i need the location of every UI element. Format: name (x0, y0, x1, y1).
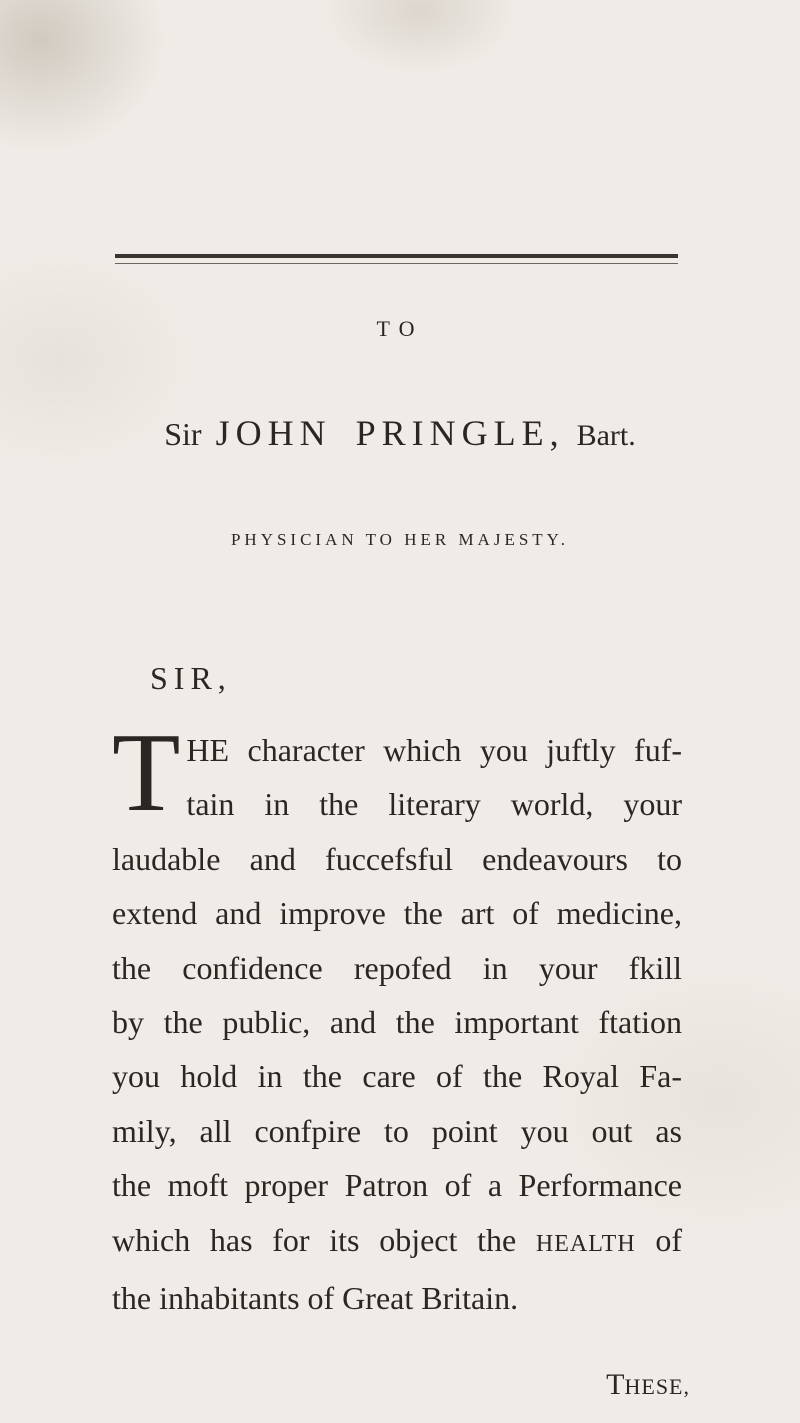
body-line-5: the confidence repofed in your fkill (112, 949, 682, 986)
body-line-10-start: which has for its object the (112, 1221, 517, 1258)
name-suffix: Bart. (576, 419, 636, 452)
body-line-10 (112, 1213, 682, 1271)
body-line-8: mily, all confpire to point you out as (112, 1112, 682, 1149)
salutation: SIR, (150, 660, 232, 696)
body-line-11: the inhabitants of Great Britain. (112, 1280, 519, 1317)
drop-cap: T (112, 711, 181, 835)
dedicatee-name (0, 412, 800, 454)
first-name: JOHN (215, 413, 332, 453)
body-line-6: by the public, and the important ftation (112, 1004, 682, 1041)
body-line-9: the moft proper Patron of a Performance (112, 1167, 682, 1204)
catchword (606, 1368, 690, 1402)
header-rule-thin (115, 263, 678, 264)
last-name: PRINGLE, (355, 413, 565, 453)
body-line-4: extend and improve the art of medicine, (112, 895, 682, 932)
header-rule-thick (115, 254, 678, 258)
body-line-1: HE character which you juftly fuf- (186, 732, 682, 768)
body-line-10-end: of (655, 1221, 683, 1258)
dedication-body (112, 711, 683, 1325)
dedicatee-title: PHYSICIAN TO HER MAJESTY. (230, 530, 570, 549)
dedication-to: TO (376, 316, 424, 341)
catchword-rest: HESE, (624, 1374, 690, 1399)
catchword-initial: T (606, 1368, 625, 1401)
health-word: HEALTH (535, 1230, 636, 1257)
body-line-3: laudable and fuccefsful endeavours to (112, 840, 682, 877)
name-prefix: Sir (164, 416, 202, 452)
body-line-7: you hold in the care of the Royal Fa- (112, 1058, 682, 1095)
body-line-2: tain in the literary world, your (186, 786, 682, 823)
